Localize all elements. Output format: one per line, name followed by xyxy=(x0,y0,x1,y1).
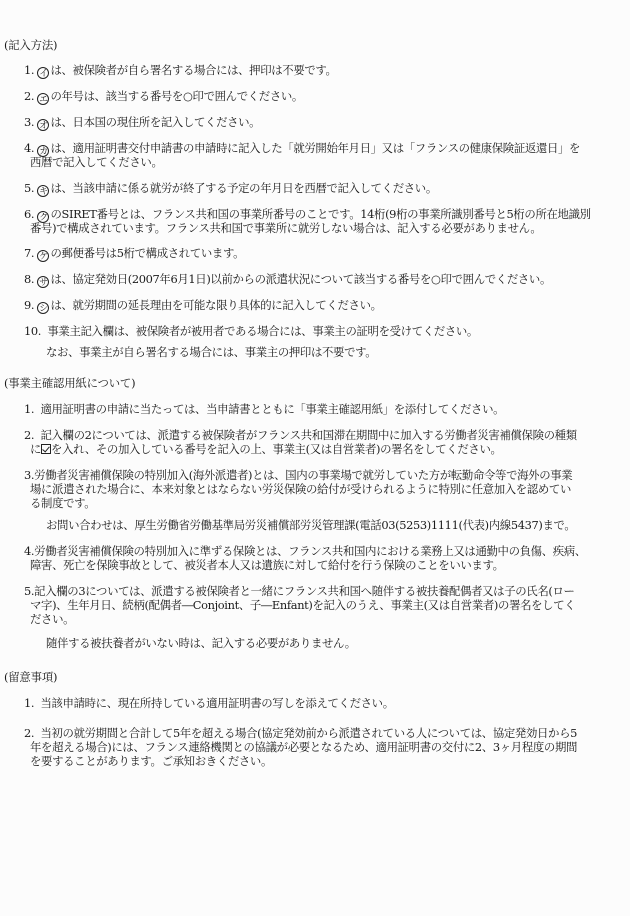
list-item-note: 随伴する被扶養者がいない時は、記入する必要がありません。 xyxy=(46,636,356,650)
list-item: 5. キ は、当該申請に係る就労が終了する予定の年月日を西暦で記入してください。 xyxy=(24,181,437,197)
list-item-note: なお、事業主が自ら署名する場合には、事業主の押印は不要です。 xyxy=(46,345,377,359)
list-item: 4. カ は、適用証明書交付申請書の申請時に記入した「就労開始年月日」又は「フランスの健康保険証返還日」を xyxy=(24,141,581,157)
circled-mark: サ xyxy=(39,278,48,288)
list-item-continuation: 年を超える場合)には、フランス連絡機関との協議が必要となるため、適用証明書の交付に2、3ヶ月程度の期間 xyxy=(30,740,578,754)
list-item-continuation: に を入れ、その加入している番号を記入の上、事業主(又は自営業者)の署名をしてください。 xyxy=(30,442,502,456)
checkbox-checked-icon xyxy=(41,444,51,454)
list-item-continuation: 西暦で記入してください。 xyxy=(30,155,163,169)
list-item: 8. サ は、協定発効日(2007年6月1日)以前からの派遣状況について該当する番号を○印で囲んでください。 xyxy=(24,272,552,288)
circled-mark: キ xyxy=(39,187,48,197)
circled-mark: オ xyxy=(39,121,48,131)
list-item-continuation: マ字)、生年月日、続柄(配偶者―Conjoint、子―Enfant)を記入のうえ、事業主(又は自営業者)の署名をしてく xyxy=(30,598,576,612)
list-item: 4.労働者災害補償保険の特別加入に準ずる保険とは、フランス共和国内における業務上又は通勤中の負傷、疾病、 xyxy=(24,544,586,558)
list-item-continuation: 番号)で構成されています。フランス共和国で事業所に就労しない場合は、記入する必要がありません。 xyxy=(30,221,542,235)
contact-note: お問い合わせは、厚生労働省労働基準局労災補償部労災管理課(電話03(5253)1111(代表)内線5437)まで。 xyxy=(46,518,576,532)
section-heading-notes: (留意事項) xyxy=(4,670,58,684)
circled-mark: ケ xyxy=(39,252,48,262)
list-item: 5.記入欄の3については、派遣する被保険者と一緒にフランス共和国へ随伴する被扶養配偶者又は子の氏名(ロー xyxy=(24,584,575,598)
section-heading-method: (記入方法) xyxy=(4,38,58,52)
list-item-continuation: ださい。 xyxy=(30,612,75,626)
circled-mark: エ xyxy=(39,95,48,105)
list-item-continuation: 障害、死亡を保険事故として、被災者本人又は遺族に対して給付を行う保険のことをいいます。 xyxy=(30,558,504,572)
list-item-continuation: 場に派遣された場合に、本来対象とはならない労災保険の給付が受けられるように特別に任意加入を認めてい xyxy=(30,482,571,496)
circled-mark: イ xyxy=(39,69,48,79)
list-item: 10. 事業主記入欄は、被保険者が被用者である場合には、事業主の証明を受けてください。 xyxy=(24,324,478,338)
list-item: 7. ケ の郵便番号は5桁で構成されています。 xyxy=(24,246,245,262)
circled-mark: カ xyxy=(39,147,48,157)
list-item-continuation: る制度です。 xyxy=(30,496,96,510)
circled-mark: シ xyxy=(39,304,48,314)
list-item: 2. 当初の就労期間と合計して5年を超える場合(協定発効前から派遣されている人については、協定発効日から5 xyxy=(24,726,578,740)
list-item: 2. 記入欄の2については、派遣する被保険者がフランス共和国滞在期間中に加入する労働者災害補償保険の種類 xyxy=(24,428,577,442)
circled-mark: ク xyxy=(39,213,48,223)
list-item: 1. 当該申請時に、現在所持している適用証明書の写しを添えてください。 xyxy=(24,696,394,710)
list-item: 2. エ の年号は、該当する番号を○印で囲んでください。 xyxy=(24,89,303,105)
list-item: 9. シ は、就労期間の延長理由を可能な限り具体的に記入してください。 xyxy=(24,298,382,314)
list-item: 6. ク のSIRET番号とは、フランス共和国の事業所番号のことです。14桁(9桁の事業所識別番号と5桁の所在地識別 xyxy=(24,207,591,223)
section-heading-employer-form: (事業主確認用紙について) xyxy=(4,376,136,390)
list-item: 3. オ は、日本国の現住所を記入してください。 xyxy=(24,115,261,131)
list-item: 3.労働者災害補償保険の特別加入(海外派遣者)とは、国内の事業場で就労していた方が転勤命令等で海外の事業 xyxy=(24,468,573,482)
list-item-continuation: を要することがあります。ご承知おきください。 xyxy=(30,754,272,768)
list-item: 1. 適用証明書の申請に当たっては、当申請書とともに「事業主確認用紙」を添付してください。 xyxy=(24,402,505,416)
list-item: 1. イ は、被保険者が自ら署名する場合には、押印は不要です。 xyxy=(24,63,337,79)
